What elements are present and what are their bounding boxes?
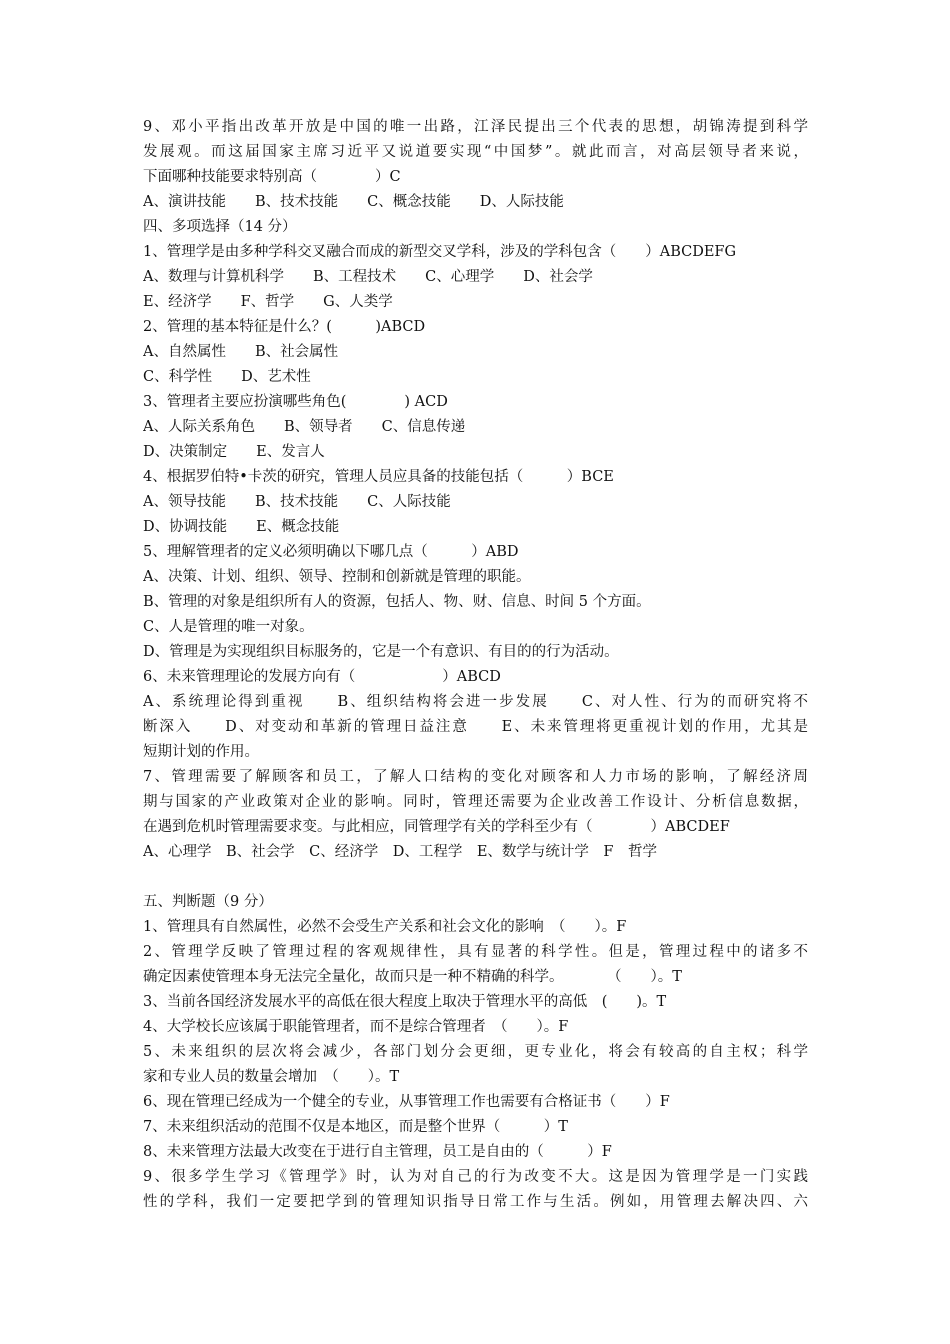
question-options: E、经济学 F、哲学 G、人类学 bbox=[143, 294, 393, 310]
true-false-item: 3、当前各国经济发展水平的高低在很大程度上取决于管理水平的高低 ( )。T bbox=[143, 994, 667, 1010]
true-false-item: 4、大学校长应该属于职能管理者，而不是综合管理者 （ ）。F bbox=[143, 1019, 569, 1035]
spacer bbox=[143, 865, 808, 890]
question-option-c: C、人是管理的唯一对象。 bbox=[143, 619, 314, 635]
question-options: A、心理学 B、社会学 C、经济学 D、工程学 E、数学与统计学 F 哲学 bbox=[143, 844, 657, 860]
question-text: 2、管理的基本特征是什么？( )ABCD bbox=[143, 319, 426, 335]
section-heading-multiple-choice: 四、多项选择（14 分） bbox=[143, 219, 297, 235]
multiple-choice-question-4 bbox=[143, 465, 808, 540]
multiple-choice-question-1 bbox=[143, 240, 808, 315]
true-false-questions bbox=[143, 915, 808, 1215]
question-text: 1、管理学是由多种学科交叉融合而成的新型交叉学科，涉及的学科包含（ ）ABCDEFG bbox=[143, 244, 737, 260]
question-text: 6、未来管理理论的发展方向有（ ）ABCD bbox=[143, 669, 501, 685]
multiple-choice-question-6 bbox=[143, 665, 808, 765]
question-text: 3、管理者主要应扮演哪些角色( ) ACD bbox=[143, 394, 448, 410]
true-false-item: 9、很多学生学习《管理学》时，认为对自己的行为改变不大。这是因为管理学是一门实践 bbox=[143, 1169, 808, 1185]
question-options: A、系统理论得到重视 B、组织结构将会进一步发展 C、对人性、行为的而研究将不 bbox=[143, 694, 808, 710]
question-options: A、领导技能 B、技术技能 C、人际技能 bbox=[143, 494, 451, 510]
question-option-d: D、管理是为实现组织目标服务的，它是一个有意识、有目的的行为活动。 bbox=[143, 644, 619, 660]
true-false-item: 5、未来组织的层次将会减少，各部门划分会更细，更专业化，将会有较高的自主权；科学 bbox=[143, 1044, 808, 1060]
question-options: D、决策制定 E、发言人 bbox=[143, 444, 325, 460]
question-options: A、自然属性 B、社会属性 bbox=[143, 344, 339, 360]
question-text-line: 7、管理需要了解顾客和员工，了解人口结构的变化对顾客和人力市场的影响，了解经济周 bbox=[143, 769, 808, 785]
question-9-single-choice bbox=[143, 115, 808, 215]
true-false-item: 性的学科，我们一定要把学到的管理知识指导日常工作与生活。例如，用管理去解决四、六 bbox=[143, 1194, 808, 1210]
true-false-item: 7、未来组织活动的范围不仅是本地区，而是整个世界（ ）T bbox=[143, 1119, 568, 1135]
true-false-item: 1、管理具有自然属性，必然不会受生产关系和社会文化的影响 （ ）。F bbox=[143, 919, 627, 935]
question-options: A、人际关系角色 B、领导者 C、信息传递 bbox=[143, 419, 466, 435]
true-false-item: 家和专业人员的数量会增加 （ ）。T bbox=[143, 1069, 400, 1085]
question-options: 断深入 D、对变动和革新的管理日益注意 E、未来管理将更重视计划的作用，尤其是 bbox=[143, 719, 808, 735]
question-text-line: 发展观。而这届国家主席习近平又说道要实现“中国梦”。就此而言，对高层领导者来说， bbox=[143, 144, 808, 160]
multiple-choice-question-3 bbox=[143, 390, 808, 465]
question-options: C、科学性 D、艺术性 bbox=[143, 369, 311, 385]
question-options: A、演讲技能 B、技术技能 C、概念技能 D、人际技能 bbox=[143, 194, 564, 210]
true-false-item: 确定因素使管理本身无法完全量化，故而只是一种不精确的科学。 （ ）。T bbox=[143, 969, 682, 985]
true-false-item: 2、管理学反映了管理过程的客观规律性，具有显著的科学性。但是，管理过程中的诸多不 bbox=[143, 944, 808, 960]
question-option-a: A、决策、计划、组织、领导、控制和创新就是管理的职能。 bbox=[143, 569, 531, 585]
multiple-choice-question-7 bbox=[143, 765, 808, 865]
question-text: 4、根据罗伯特•卡茨的研究，管理人员应具备的技能包括（ ）BCE bbox=[143, 469, 614, 485]
question-options: 短期计划的作用。 bbox=[143, 744, 259, 760]
question-options: D、协调技能 E、概念技能 bbox=[143, 519, 340, 535]
question-option-b: B、管理的对象是组织所有人的资源，包括人、物、财、信息、时间 5 个方面。 bbox=[143, 594, 651, 610]
section-heading-true-false: 五、判断题（9 分） bbox=[143, 894, 273, 910]
question-text-line: 在遇到危机时管理需要求变。与此相应，同管理学有关的学科至少有（ ）ABCDEF bbox=[143, 819, 730, 835]
multiple-choice-question-5 bbox=[143, 540, 808, 665]
question-options: A、数理与计算机科学 B、工程技术 C、心理学 D、社会学 bbox=[143, 269, 593, 285]
question-text-line: 下面哪种技能要求特别高（ ）C bbox=[143, 169, 401, 185]
question-text-line: 9、邓小平指出改革开放是中国的唯一出路，江泽民提出三个代表的思想，胡锦涛提到科学 bbox=[143, 119, 808, 135]
question-text-line: 期与国家的产业政策对企业的影响。同时，管理还需要为企业改善工作设计、分析信息数据， bbox=[143, 794, 808, 810]
true-false-item: 6、现在管理已经成为一个健全的专业，从事管理工作也需要有合格证书（ ）F bbox=[143, 1094, 670, 1110]
multiple-choice-question-2 bbox=[143, 315, 808, 390]
true-false-item: 8、未来管理方法最大改变在于进行自主管理，员工是自由的（ ）F bbox=[143, 1144, 612, 1160]
document-page bbox=[143, 115, 808, 1215]
question-text: 5、理解管理者的定义必须明确以下哪几点（ ）ABD bbox=[143, 544, 519, 560]
